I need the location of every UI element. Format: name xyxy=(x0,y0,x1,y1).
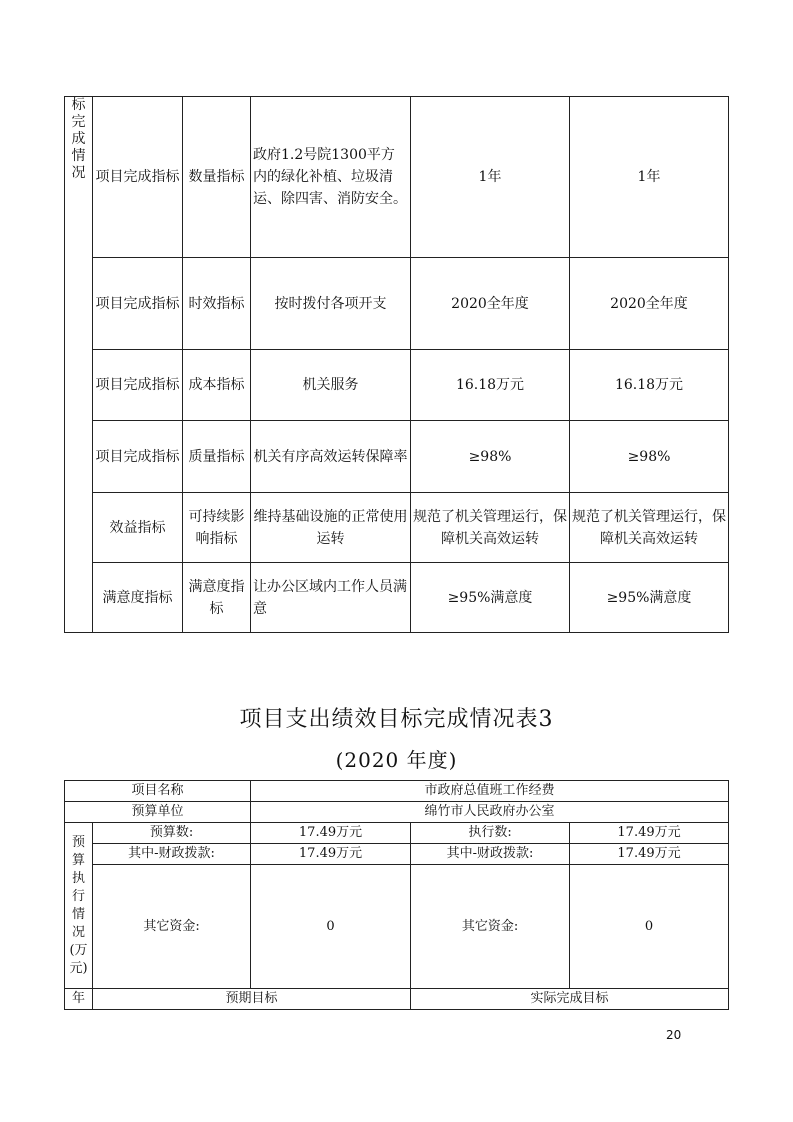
table-row xyxy=(65,258,729,350)
other-funds-exec-label: 其它资金: xyxy=(411,865,570,989)
other-funds-label: 其它资金: xyxy=(93,865,251,989)
fiscal-value: 17.49万元 xyxy=(251,844,411,865)
indicator-cell: 满意度指标 xyxy=(183,563,251,633)
fiscal-exec-value: 17.49万元 xyxy=(570,844,729,865)
category-cell: 项目完成指标 xyxy=(93,421,183,493)
page-number: 20 xyxy=(666,1028,682,1042)
executed-label: 执行数: xyxy=(411,823,570,844)
project-name-value: 市政府总值班工作经费 xyxy=(251,781,729,802)
category-cell: 项目完成指标 xyxy=(93,97,183,258)
table-row xyxy=(65,844,729,865)
fiscal-exec-label: 其中-财政拨款: xyxy=(411,844,570,865)
planned-value-cell: 2020全年度 xyxy=(411,258,570,350)
table-row xyxy=(65,989,729,1010)
year-label: 年 xyxy=(65,989,93,1010)
section-title: 项目支出绩效目标完成情况表3 xyxy=(239,707,554,732)
budget-value: 17.49万元 xyxy=(251,823,411,844)
budget-label: 预算数: xyxy=(93,823,251,844)
category-cell: 项目完成指标 xyxy=(93,350,183,421)
content-cell: 政府1.2号院1300平方内的绿化补植、垃圾清运、除四害、消防安全。 xyxy=(251,97,411,258)
budget-unit-label: 预算单位 xyxy=(65,802,251,823)
content-cell: 机关服务 xyxy=(251,350,411,421)
planned-value-cell: 16.18万元 xyxy=(411,350,570,421)
indicator-cell: 数量指标 xyxy=(183,97,251,258)
table-row xyxy=(65,823,729,844)
indicator-cell: 时效指标 xyxy=(183,258,251,350)
category-cell: 满意度指标 xyxy=(93,563,183,633)
execution-label-vertical: 预 算 执 行 情 况 (万 元) xyxy=(65,823,93,989)
fiscal-label: 其中-财政拨款: xyxy=(93,844,251,865)
table-row xyxy=(65,563,729,633)
table-row xyxy=(65,781,729,802)
table-row xyxy=(65,421,729,493)
table-row xyxy=(65,802,729,823)
planned-value-cell: 规范了机关管理运行，保障机关高效运转 xyxy=(411,493,570,563)
actual-value-cell: ≥95%满意度 xyxy=(570,563,729,633)
actual-goal-header: 实际完成目标 xyxy=(411,989,729,1010)
actual-value-cell: 16.18万元 xyxy=(570,350,729,421)
section-subtitle: (2020 年度) xyxy=(335,748,458,772)
actual-value-cell: 2020全年度 xyxy=(570,258,729,350)
performance-indicator-table xyxy=(64,96,729,633)
project-name-label: 项目名称 xyxy=(65,781,251,802)
planned-value-cell: ≥98% xyxy=(411,421,570,493)
actual-value-cell: ≥98% xyxy=(570,421,729,493)
table-row xyxy=(65,97,729,258)
planned-value-cell: 1年 xyxy=(411,97,570,258)
category-cell: 项目完成指标 xyxy=(93,258,183,350)
indicator-cell: 质量指标 xyxy=(183,421,251,493)
planned-goal-header: 预期目标 xyxy=(93,989,411,1010)
content-cell: 让办公区域内工作人员满意 xyxy=(251,563,411,633)
planned-value-cell: ≥95%满意度 xyxy=(411,563,570,633)
actual-value-cell: 规范了机关管理运行，保障机关高效运转 xyxy=(570,493,729,563)
indicator-cell: 成本指标 xyxy=(183,350,251,421)
budget-unit-value: 绵竹市人民政府办公室 xyxy=(251,802,729,823)
section-label-vertical: 标 完 成 情 况 xyxy=(65,97,93,633)
budget-execution-table xyxy=(64,780,729,1010)
indicator-cell: 可持续影响指标 xyxy=(183,493,251,563)
other-funds-value: 0 xyxy=(251,865,411,989)
actual-value-cell: 1年 xyxy=(570,97,729,258)
category-cell: 效益指标 xyxy=(93,493,183,563)
executed-value: 17.49万元 xyxy=(570,823,729,844)
table-row xyxy=(65,350,729,421)
table-row xyxy=(65,493,729,563)
content-cell: 维持基础设施的正常使用运转 xyxy=(251,493,411,563)
other-funds-exec-value: 0 xyxy=(570,865,729,989)
content-cell: 机关有序高效运转保障率 xyxy=(251,421,411,493)
table-row xyxy=(65,865,729,989)
content-cell: 按时拨付各项开支 xyxy=(251,258,411,350)
